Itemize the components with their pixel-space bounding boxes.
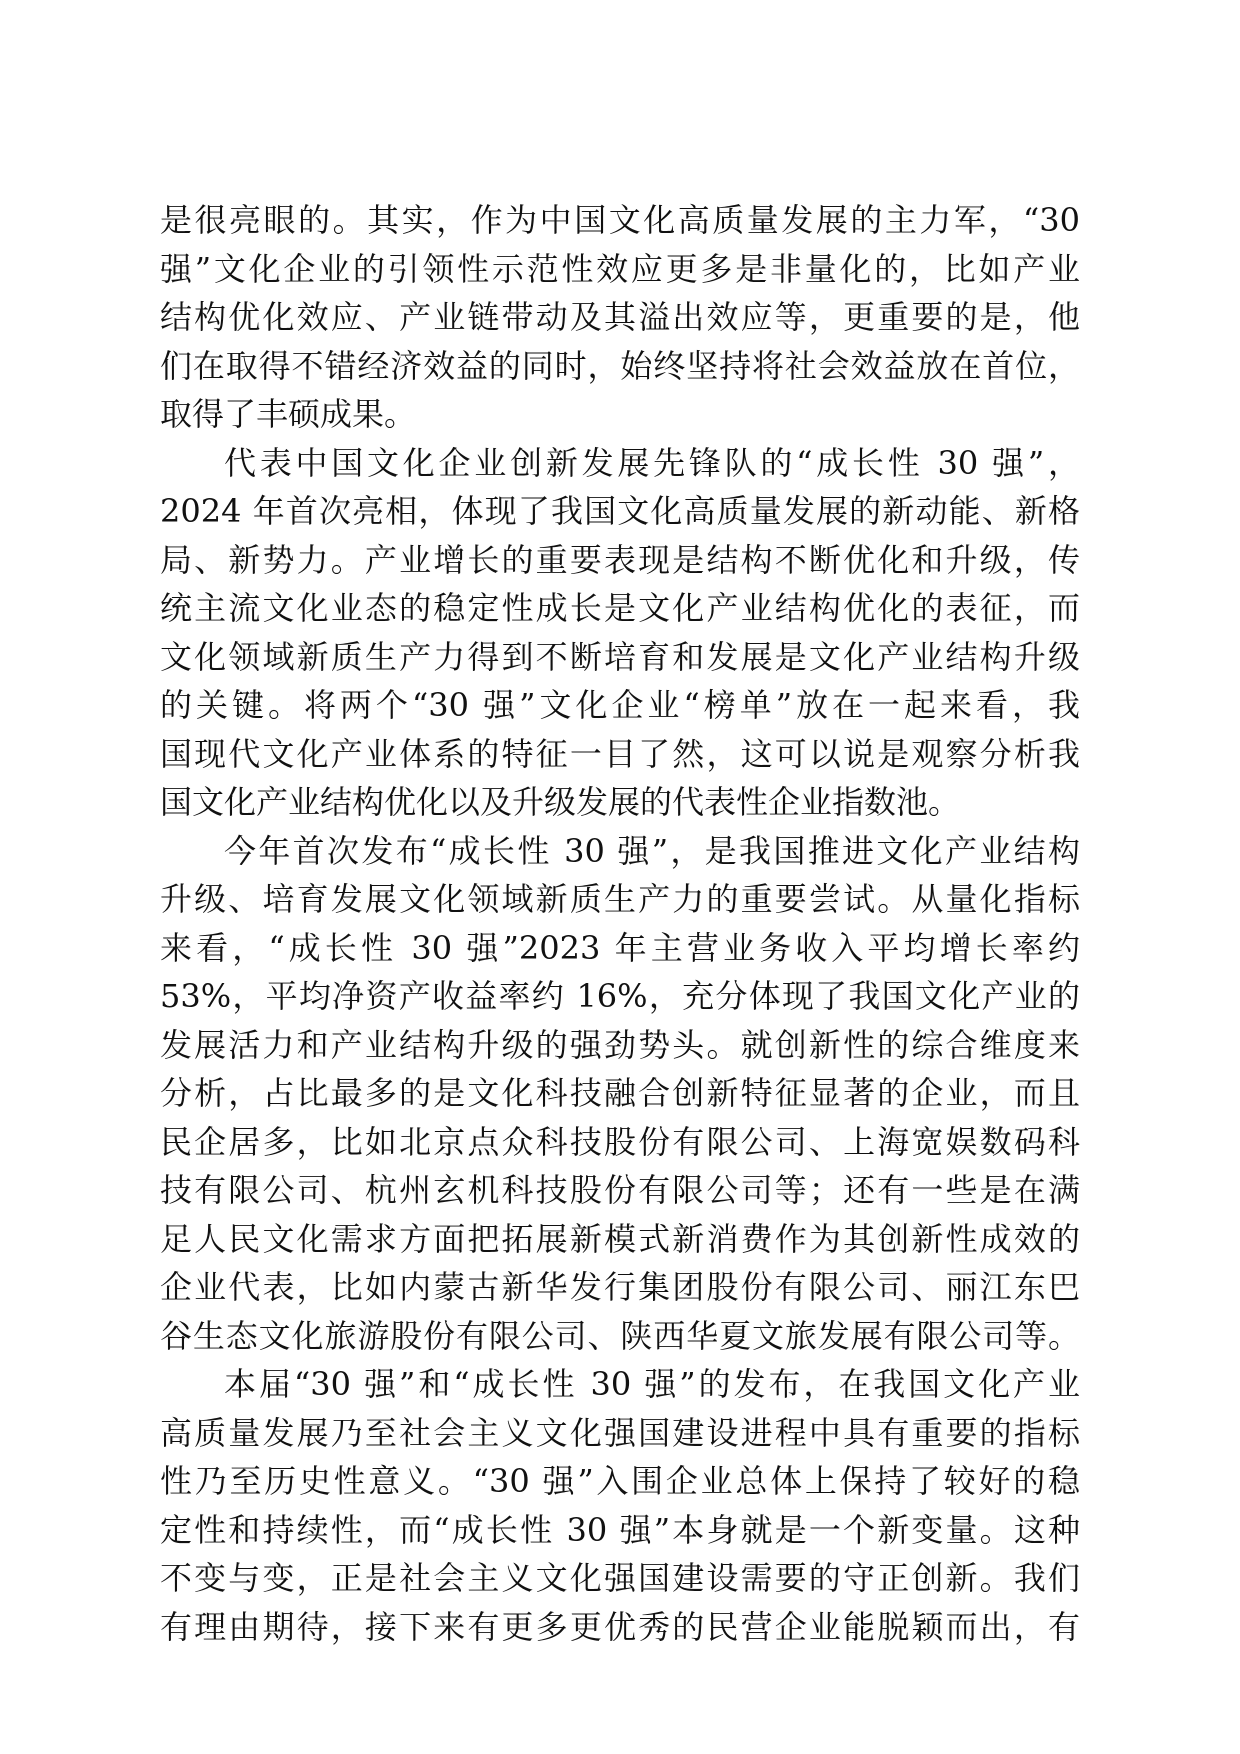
text-line: 来看，“成长性 30 强”2023 年主营业务收入平均增长率约 [160,928,1080,967]
text-line: 们在取得不错经济效益的同时，始终坚持将社会效益放在首位， [160,346,1080,385]
text-line: 的关键。将两个“30 强”文化企业“榜单”放在一起来看，我 [160,686,1080,724]
paragraph-3 [160,827,1080,1361]
text-line: 国文化产业结构优化以及升级发展的代表性企业指数池。 [160,783,961,821]
text-line: 取得了丰硕成果。 [160,395,417,433]
text-line: 民企居多，比如北京点众科技股份有限公司、上海宽娱数码科 [160,1122,1080,1161]
text-line: 2024 年首次亮相，体现了我国文化高质量发展的新动能、新格 [160,492,1080,530]
text-line: 升级、培育发展文化领域新质生产力的重要尝试。从量化指标 [160,880,1080,918]
text-line: 企业代表，比如内蒙古新华发行集团股份有限公司、丽江东巴 [160,1268,1080,1306]
text-line: 今年首次发布“成长性 30 强”，是我国推进文化产业结构 [224,831,1080,870]
text-line: 代表中国文化企业创新发展先锋队的“成长性 30 强”， [224,443,1080,482]
text-line: 是很亮眼的。其实，作为中国文化高质量发展的主力军，“30 [160,201,1080,239]
text-line: 分析，占比最多的是文化科技融合创新特征显著的企业，而且 [160,1074,1080,1112]
text-line: 性乃至历史性意义。“30 强”入围企业总体上保持了较好的稳 [160,1462,1080,1500]
text-line: 技有限公司、杭州玄机科技股份有限公司等；还有一些是在满 [160,1171,1080,1209]
paragraph-4 [160,1360,1080,1651]
paragraph-1 [160,196,1080,439]
text-line: 国现代文化产业体系的特征一目了然，这可以说是观察分析我 [160,734,1080,773]
text-line: 强”文化企业的引领性示范性效应更多是非量化的，比如产业 [160,249,1080,288]
text-line: 定性和持续性，而“成长性 30 强”本身就是一个新变量。这种 [160,1510,1080,1549]
text-line: 结构优化效应、产业链带动及其溢出效应等，更重要的是，他 [160,298,1080,336]
text-line: 足人民文化需求方面把拓展新模式新消费作为其创新性成效的 [160,1219,1080,1258]
text-line: 有理由期待，接下来有更多更优秀的民营企业能脱颖而出，有 [160,1607,1080,1646]
paragraph-2 [160,439,1080,827]
text-line: 不变与变，正是社会主义文化强国建设需要的守正创新。我们 [160,1559,1080,1597]
text-line: 高质量发展乃至社会主义文化强国建设进程中具有重要的指标 [160,1413,1080,1452]
text-line: 统主流文化业态的稳定性成长是文化产业结构优化的表征，而 [160,589,1080,627]
text-line: 局、新势力。产业增长的重要表现是结构不断优化和升级，传 [160,540,1080,579]
text-line: 发展活力和产业结构升级的强劲势头。就创新性的综合维度来 [160,1025,1080,1064]
article-body [160,196,1080,1651]
text-line: 本届“30 强”和“成长性 30 强”的发布，在我国文化产业 [224,1365,1080,1403]
text-line: 文化领域新质生产力得到不断培育和发展是文化产业结构升级 [160,637,1080,676]
text-line: 53%，平均净资产收益率约 16%，充分体现了我国文化产业的 [160,977,1080,1015]
text-line: 谷生态文化旅游股份有限公司、陕西华夏文旅发展有限公司等。 [160,1316,1080,1355]
